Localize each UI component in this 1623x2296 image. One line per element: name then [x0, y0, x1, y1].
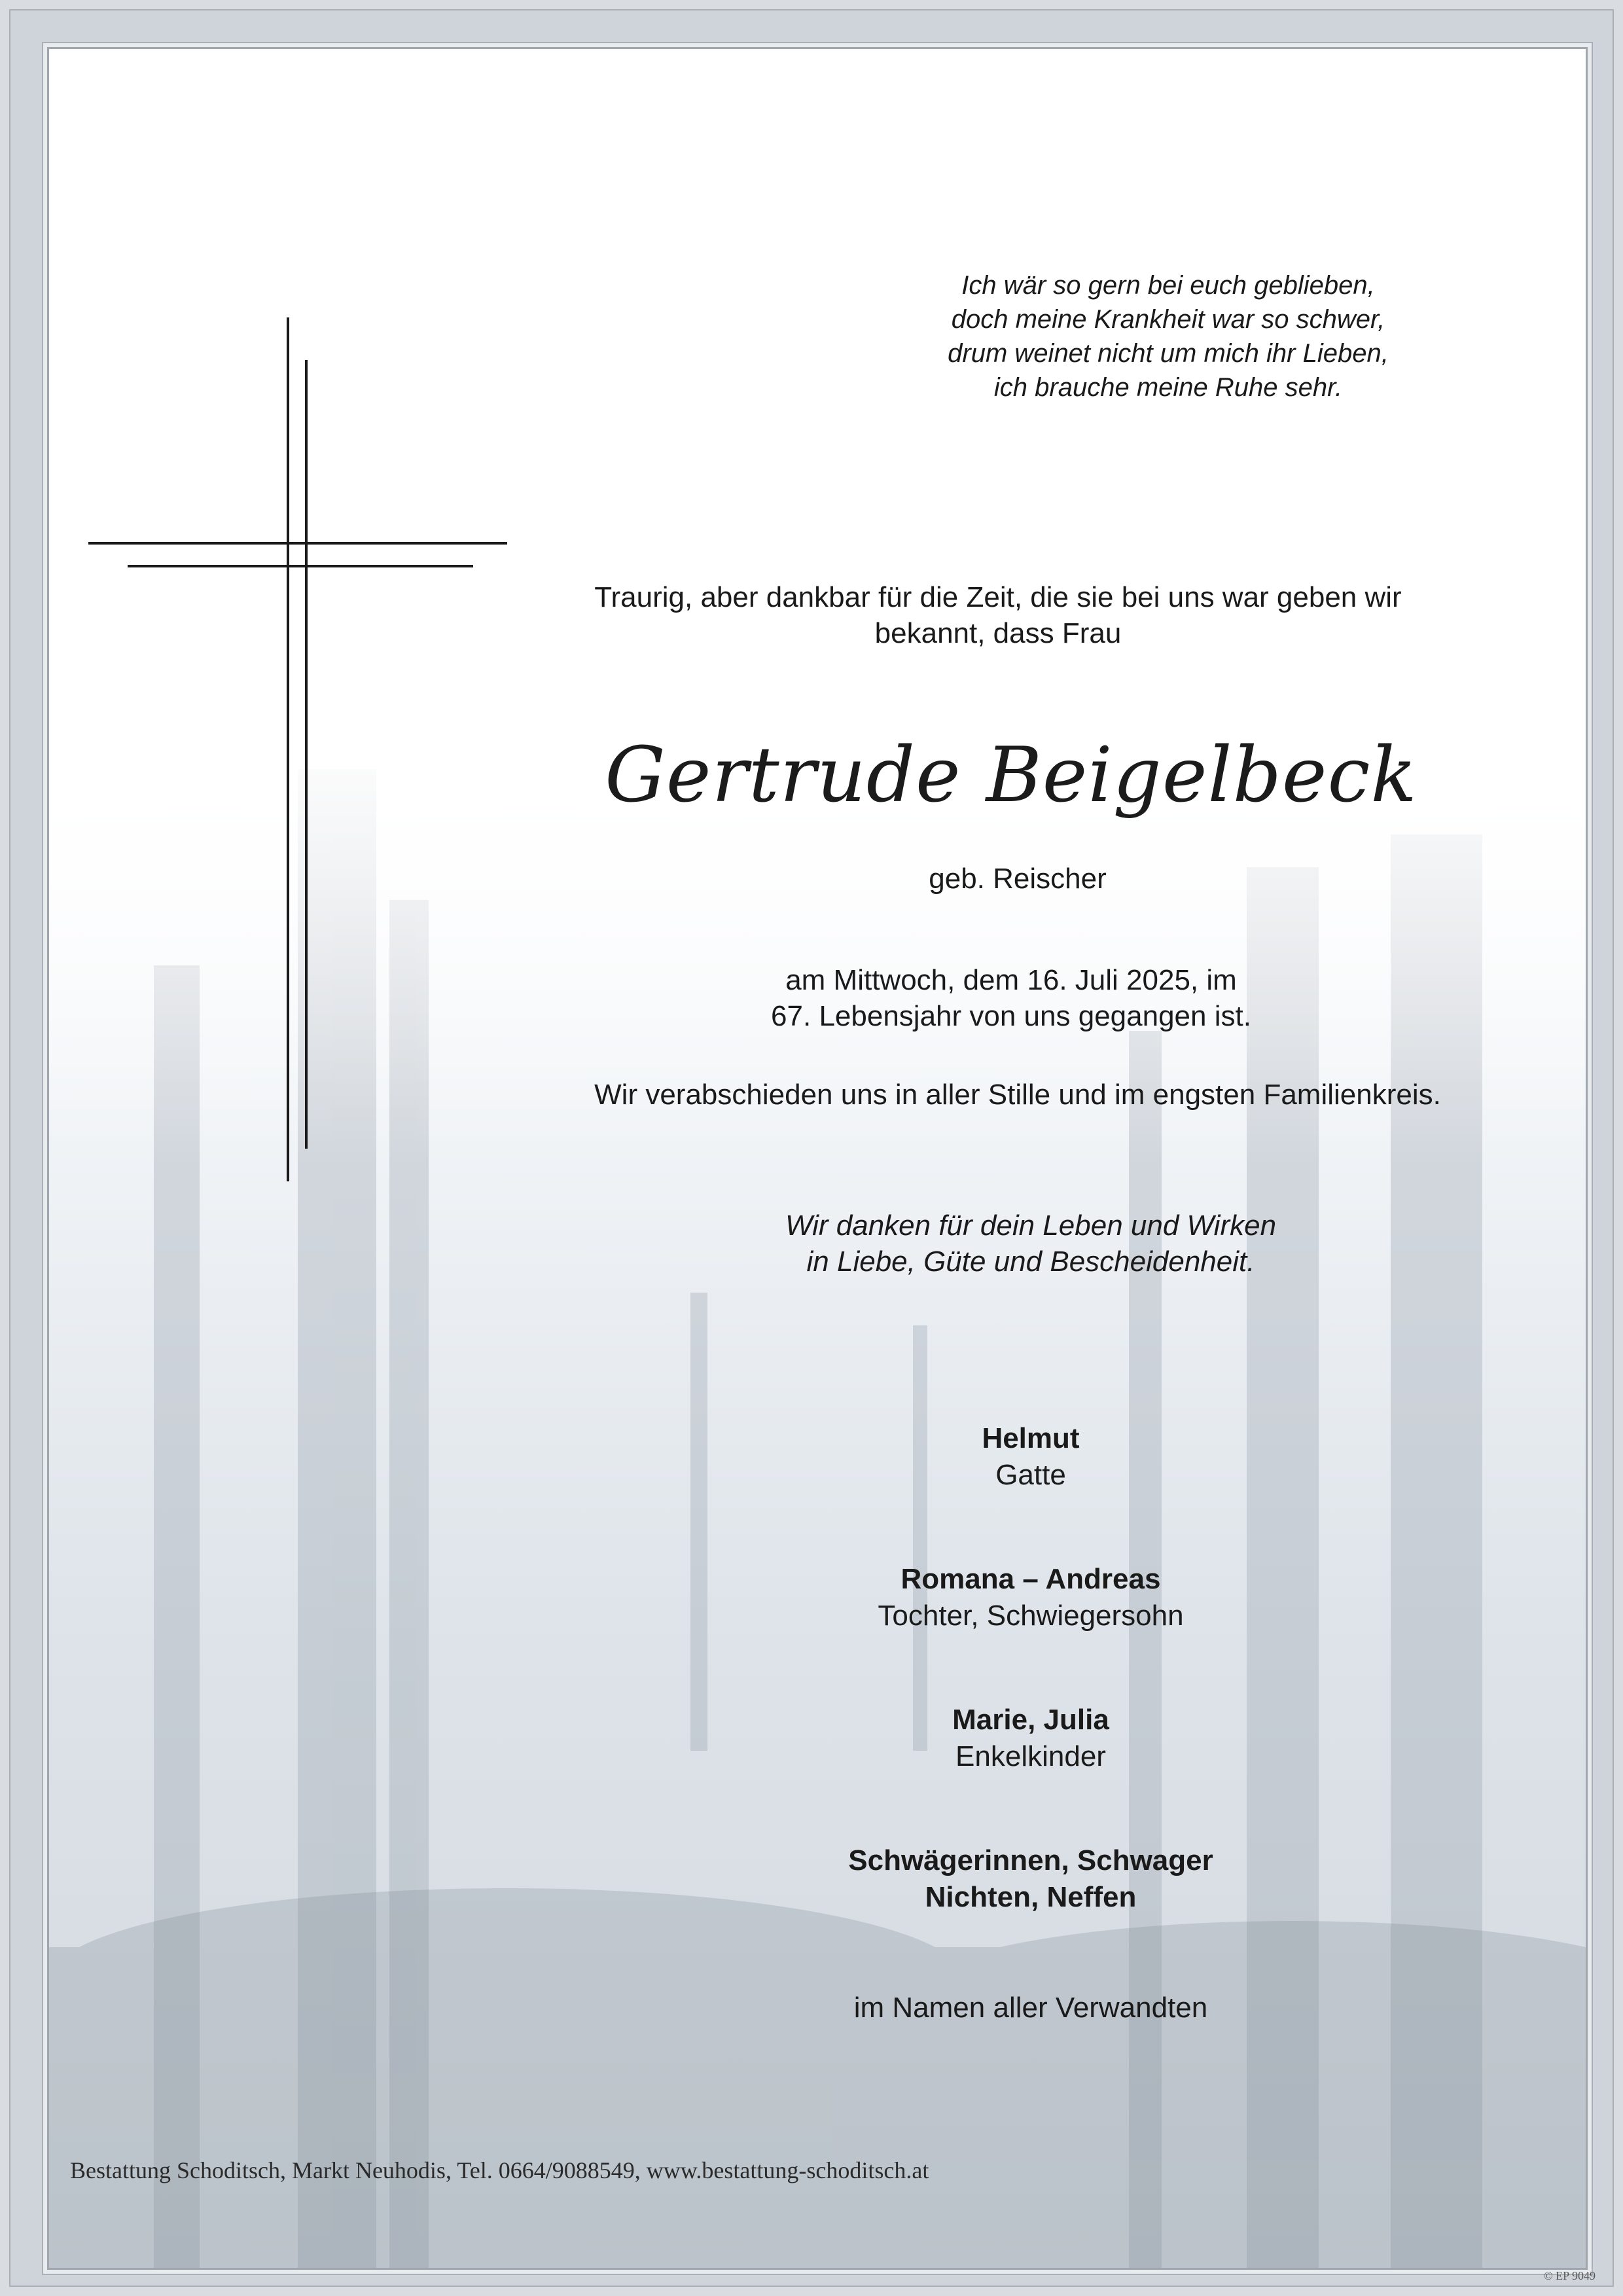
death-line: am Mittwoch, dem 16. Juli 2025, im — [785, 964, 1237, 996]
poem-line: ich brauche meine Ruhe sehr. — [993, 373, 1343, 402]
poem-line: Ich wär so gern bei euch geblieben, — [961, 271, 1375, 300]
mourner-relation: Gatte — [995, 1459, 1066, 1491]
death-notice — [658, 962, 1364, 1034]
poem-line: doch meine Krankheit war so schwer, — [951, 305, 1385, 334]
mourner-entry — [677, 1702, 1384, 1775]
closing-line: im Namen aller Verwandten — [853, 1992, 1208, 2024]
thanks-line: in Liebe, Güte und Bescheidenheit. — [806, 1246, 1255, 1278]
intro-line: Traurig, aber dankbar für die Zeit, die sie bei uns war geben wir — [594, 581, 1402, 613]
thanks-line: Wir danken für dein Leben und Wirken — [785, 1210, 1277, 1242]
cross-icon — [88, 317, 507, 1234]
mourner-entry — [677, 1420, 1384, 1494]
death-line: 67. Lebensjahr von uns gegangen ist. — [771, 1000, 1251, 1032]
mourner-names: Schwägerinnen, Schwager — [848, 1844, 1213, 1876]
mourner-relation: Tochter, Schwiegersohn — [878, 1600, 1184, 1632]
birth-name: geb. Reischer — [929, 863, 1107, 895]
announcement-intro — [546, 579, 1450, 651]
thanks-verse — [677, 1208, 1384, 1280]
mourner-relation: Nichten, Neffen — [925, 1881, 1137, 1913]
farewell-note: Wir verabschieden uns in aller Stille und im engsten Familienkreis. — [594, 1079, 1441, 1111]
poem-line: drum weinet nicht um mich ihr Lieben, — [948, 339, 1389, 368]
memorial-poem — [841, 268, 1495, 404]
mourner-relation: Enkelkinder — [955, 1740, 1106, 1772]
form-code: © EP 9049 — [1543, 2269, 1596, 2282]
parte-sheet — [9, 9, 1614, 2287]
deceased-name: Gertrude Beigelbeck — [605, 731, 1418, 819]
obituary-card — [47, 47, 1588, 2270]
funeral-home-footer: Bestattung Schoditsch, Markt Neuhodis, Tel. 0664/9088549, www.bestattung-schoditsch.at — [70, 2157, 929, 2183]
mourner-names: Helmut — [982, 1422, 1080, 1454]
mourner-entry — [677, 1561, 1384, 1634]
mourner-entry — [677, 1842, 1384, 1916]
mourner-names: Marie, Julia — [952, 1704, 1109, 1736]
intro-line: bekannt, dass Frau — [874, 617, 1122, 649]
mourner-names: Romana – Andreas — [901, 1563, 1161, 1595]
